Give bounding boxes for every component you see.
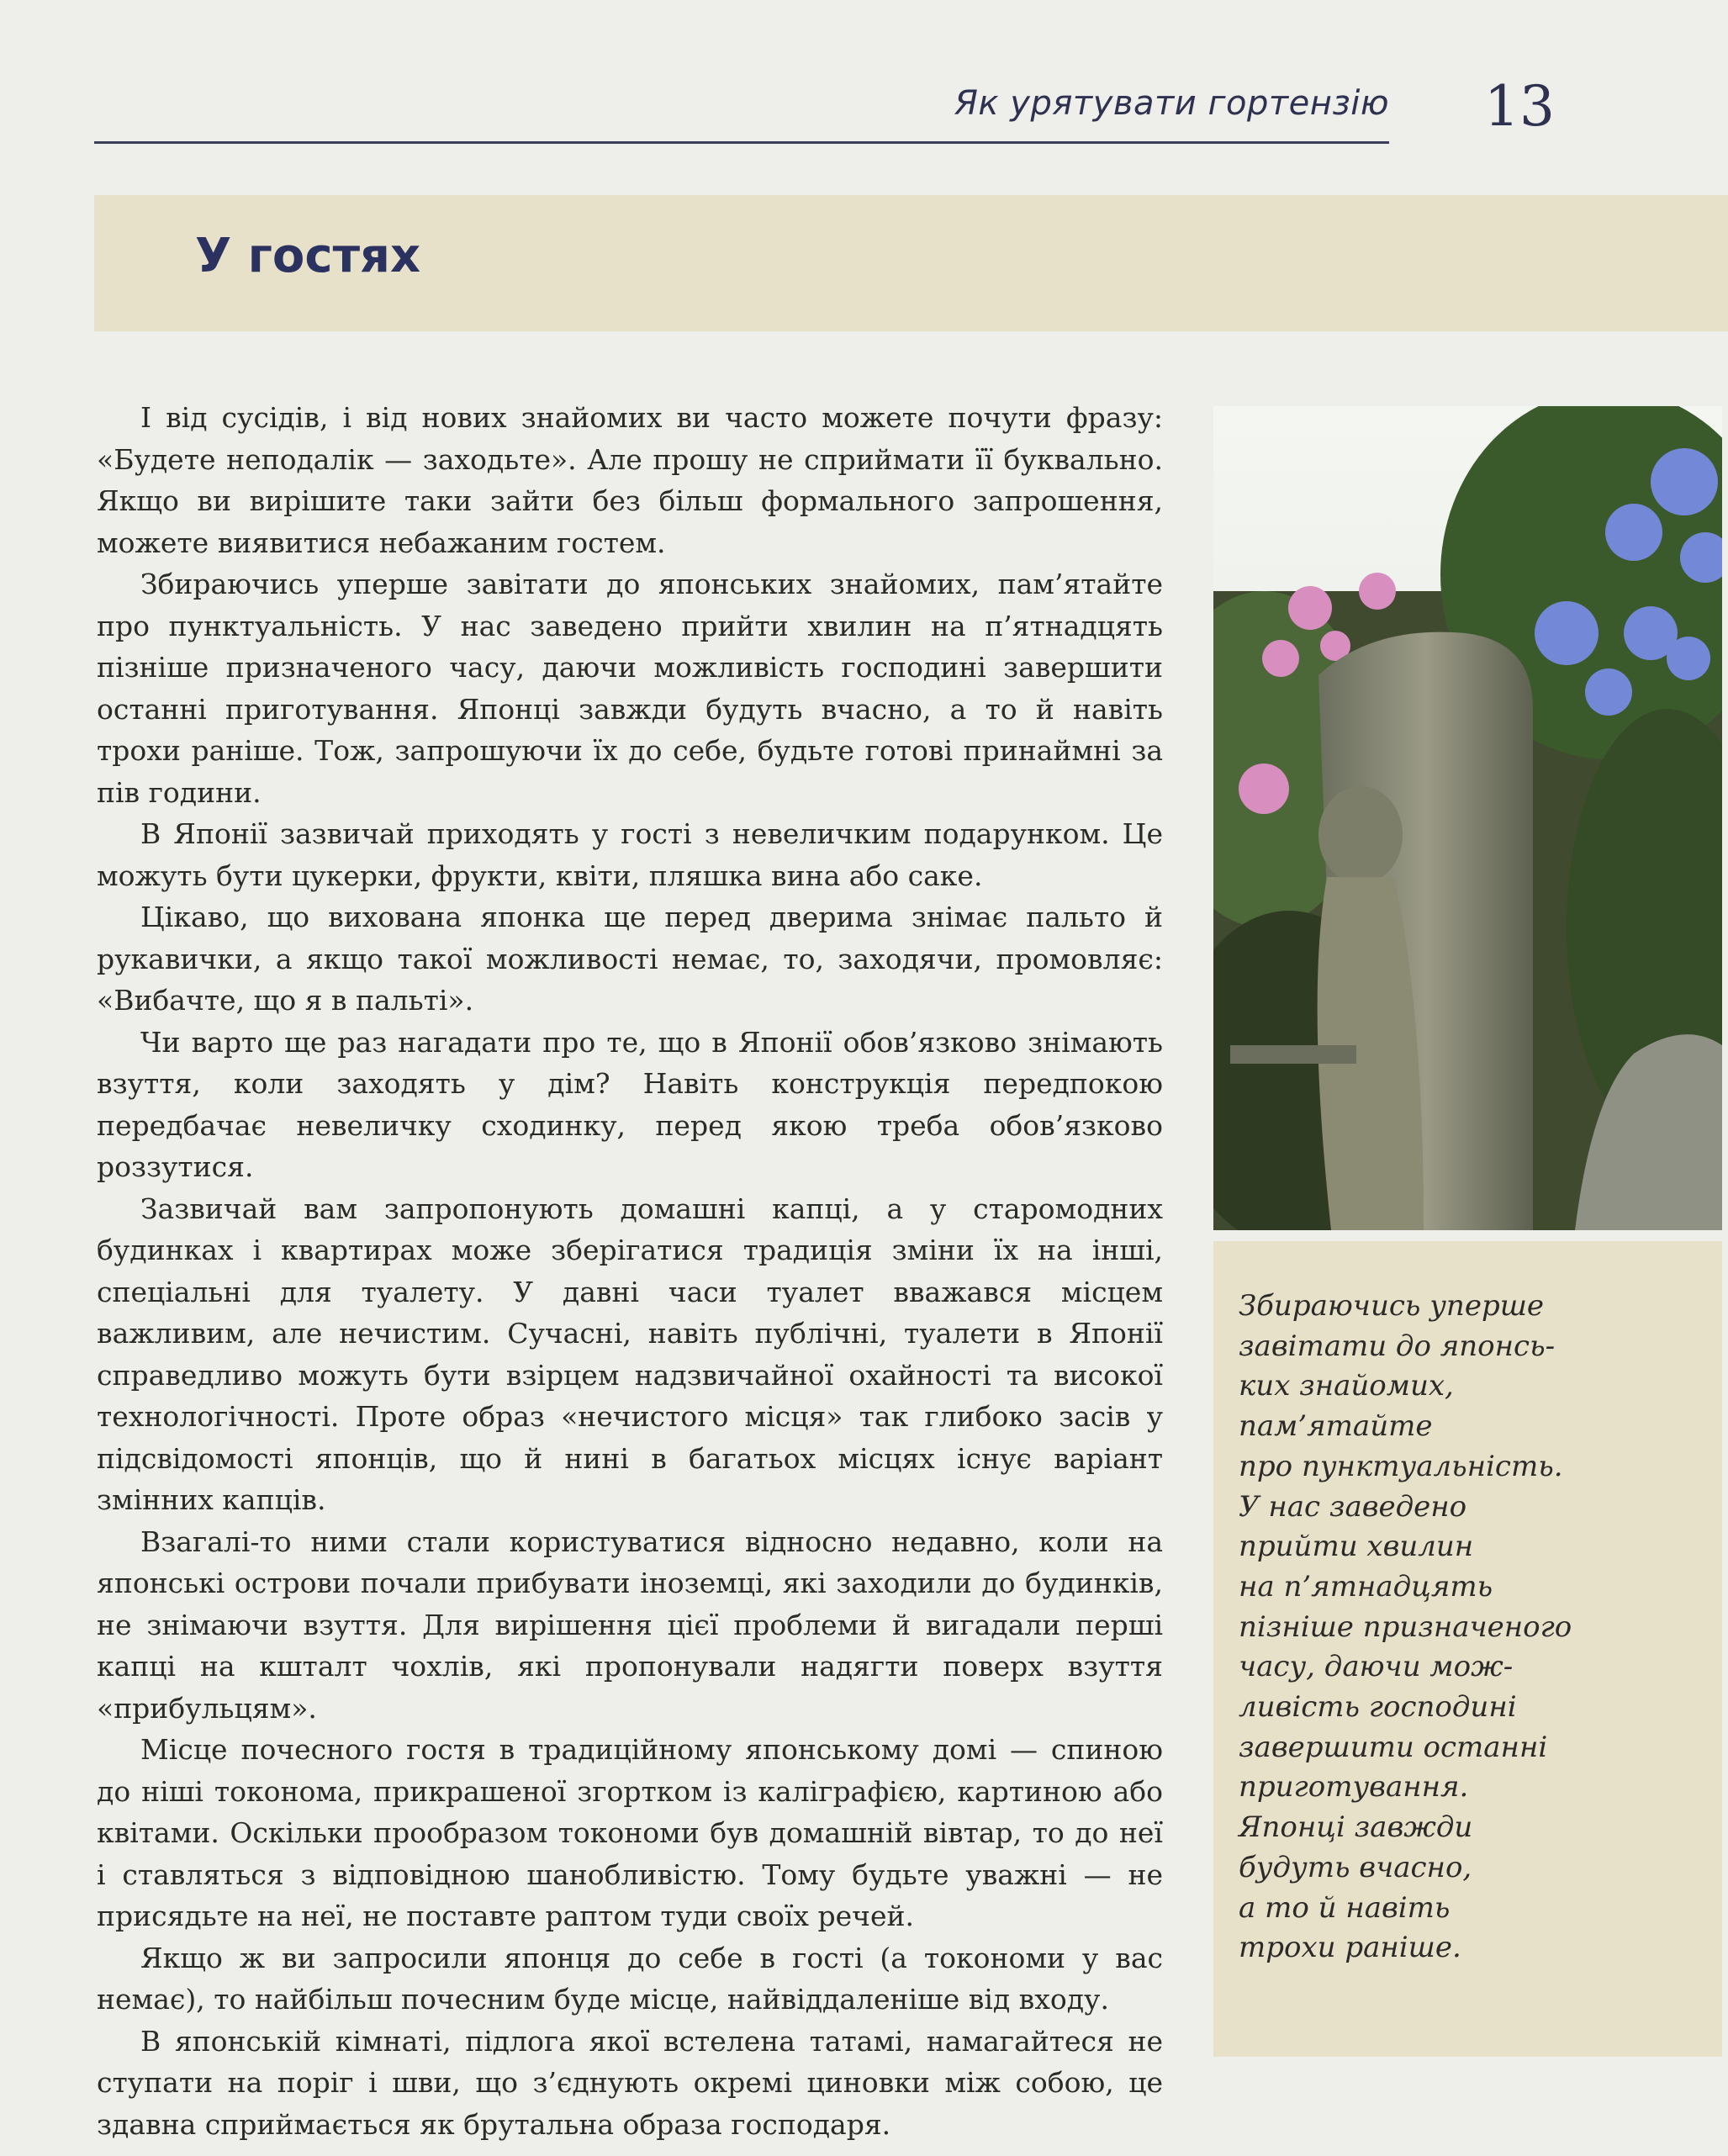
- pull-quote-line: про пунктуальність.: [1239, 1449, 1563, 1483]
- pull-quote-line: Збираючись уперше: [1239, 1289, 1545, 1323]
- section-title: У гостях: [195, 229, 421, 283]
- paragraph: Чи варто ще раз нагадати про те, що в Японії обов’язково знімають взуття, коли заходять у дім? Навіть конструкція передпокою передбачає невеличку сходинку, перед якою треба обов’язково роззутися.: [97, 1025, 1163, 1183]
- paragraph: Взагалі-то ними стали користуватися відносно недавно, коли на японські острови почали прибувати іноземці, які заходили до будинків, не знімаючи взуття. Для вирішення цієї проблеми й вигадали перші капці на кшталт чохлів, які пропонували надягти поверх взуття «прибульцям».: [97, 1525, 1163, 1725]
- paragraph: В Японії зазвичай приходять у гості з невеличким подарунком. Це можуть бути цукерки, фрукти, квіти, пляшка вина або саке.: [97, 817, 1163, 892]
- pull-quote-line: пам’ятайте: [1239, 1409, 1433, 1444]
- paragraph: В японській кімнаті, підлога якої встелена татамі, намагайтеся не ступати на поріг і шви, що з’єднують окремі циновки між собою, це здавна сприймається як брутальна образа господаря.: [97, 2024, 1163, 2141]
- pull-quote-line: Японці завжди: [1239, 1810, 1473, 1845]
- pull-quote-line: часу, даючи мож-: [1239, 1650, 1514, 1684]
- pull-quote-line: У нас заведено: [1239, 1489, 1467, 1524]
- running-header: [94, 77, 1389, 144]
- paragraph: Цікаво, що вихована японка ще перед дверима знімає пальто й рукавички, а якщо такої можливості немає, то, заходячи, промовляє: «Вибачте, що я в пальті».: [97, 901, 1163, 1017]
- paragraph: Збираючись уперше завітати до японських знайомих, пам’ятайте про пунктуальність. У нас заведено прийти хвилин на п’ятнадцять пізніше призначеного часу, даючи можливість господині завершити останні приготування. Японці завжди будуть вчасно, а то й навіть трохи раніше. Тож, запрошуючи їх до себе, будьте готові принаймні за пів години.: [97, 568, 1163, 809]
- pull-quote-line: завершити останні: [1239, 1730, 1548, 1764]
- pull-quote-line: а то й навіть: [1239, 1890, 1451, 1925]
- paragraph: Якщо ж ви запросили японця до себе в гості (а токономи у вас немає), то найбільш почесним буде місце, найвіддаленіше від входу.: [97, 1941, 1163, 2016]
- pull-quote-line: на п’ятнадцять: [1239, 1569, 1493, 1604]
- body-text: [97, 397, 1163, 2145]
- paragraph: Місце почесного гостя в традиційному японському домі — спиною до ніші токонома, прикрашеної згортком із каліграфією, картиною або квітами. Оскільки прообразом токономи був домашній вівтар, то до неї і ставляться з відповідною шанобливістю. Тому будьте уважні — не присядьте на неї, не поставте раптом туди своїх речей.: [97, 1733, 1163, 1932]
- paragraph: І від сусідів, і від нових знайомих ви часто можете почути фразу: «Будете неподалік — заходьте». Але прошу не сприймати її буквально. Якщо ви вирішите таки зайти без більш формального запрошення, можете виявитися небажаним гостем.: [97, 401, 1163, 559]
- page-number: 13: [1484, 74, 1555, 139]
- pull-quote-line: завітати до японсь-: [1239, 1329, 1556, 1363]
- pull-quote-line: ливість господині: [1239, 1690, 1517, 1725]
- pull-quote-sidebar: [1213, 1241, 1722, 2057]
- running-title: Як урятувати гортензію: [954, 84, 1389, 123]
- pull-quote-line: будуть вчасно,: [1239, 1850, 1472, 1884]
- pull-quote-line: трохи раніше.: [1239, 1931, 1461, 1965]
- paragraph: Зазвичай вам запропонують домашні капці, а у старомодних будинках і квартирах може зберігатися традиція зміни їх на інші, спеціальні для туалету. У давні часи туалет вважався місцем важливим, але нечистим. Сучасні, навіть публічні, туалети в Японії справедливо можуть бути взірцем надзвичайної охайності та високої технологічності. Проте образ «нечистого місця» так глибоко засів у підсвідомості японців, що й нині в багатьох місцях існує варіант змінних капців.: [97, 1192, 1163, 1516]
- section-heading-band: [94, 195, 1728, 331]
- pull-quote: [1239, 1287, 1693, 1968]
- pull-quote-line: прийти хвилин: [1239, 1530, 1474, 1564]
- pull-quote-line: ких знайомих,: [1239, 1369, 1454, 1403]
- pull-quote-line: пізніше призначеного: [1239, 1609, 1572, 1644]
- pull-quote-line: приготування.: [1239, 1770, 1469, 1805]
- hydrangea-statue-photo: [1213, 406, 1722, 1230]
